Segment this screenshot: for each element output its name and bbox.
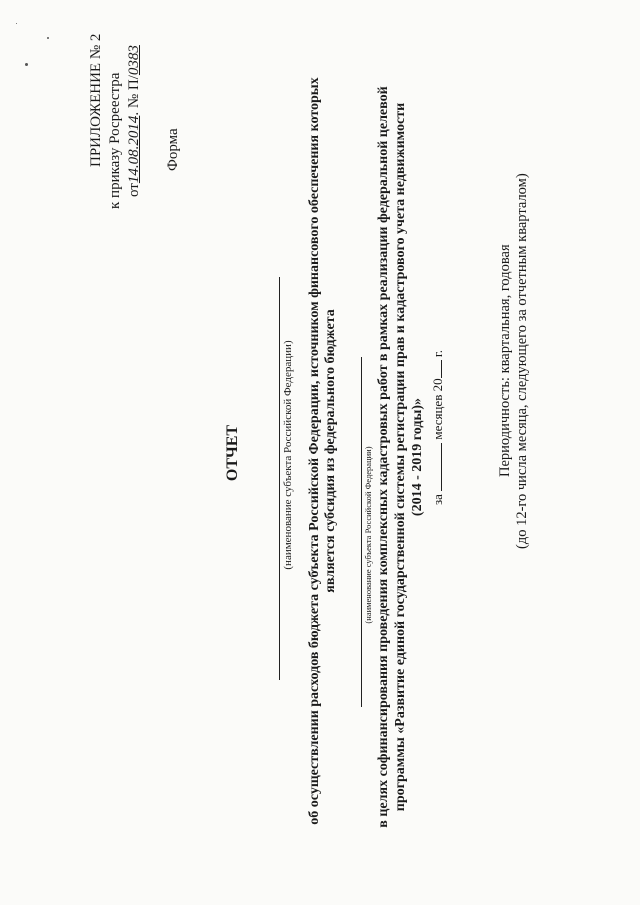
period-prefix: за [430,494,445,505]
reporting-deadline: (до 12-го числа месяца, следующего за отчетным кварталом) [514,173,530,549]
subject-name-line-2 [361,357,362,707]
subject-name-line [279,277,280,680]
reporting-frequency: Периодичность: квартальная, годовая [497,244,513,477]
subject-name-caption-small: (наименование субъекта Российской Федерации) [363,446,373,624]
number-label: . № П/ [126,75,142,116]
document-title: ОТЧЕТ [224,424,241,482]
form-label: Форма [165,128,181,171]
date-prefix: от [126,183,142,197]
year-blank [441,360,442,378]
months-blank [441,443,442,491]
reporting-period [431,350,444,505]
order-date-number [127,45,142,197]
report-purpose: об осуществлении расходов бюджета субъекта Российской Федерации, источником финансового обеспечения которых является субсидия из федерального бюджета [307,77,339,825]
handwritten-date: 14.08.2014 [126,115,142,184]
handwritten-number: 0383 [126,45,142,76]
subject-name-caption: (наименование субъекта Российской Федерации) [282,340,294,570]
period-months: месяцев 20 [430,378,445,440]
program-purpose: в целях софинансирования проведения комплексных кадастровых работ в рамках реализации федеральной целевой программы «Развитие единой государственной системы регистрации прав и кадастрового учета недвижимости (2014 - 2019 годы)» [376,86,425,828]
period-year-suffix: г. [430,350,445,358]
appendix-label: ПРИЛОЖЕНИЕ № 2 [88,33,104,167]
order-reference: к приказу Росреестра [107,72,123,209]
